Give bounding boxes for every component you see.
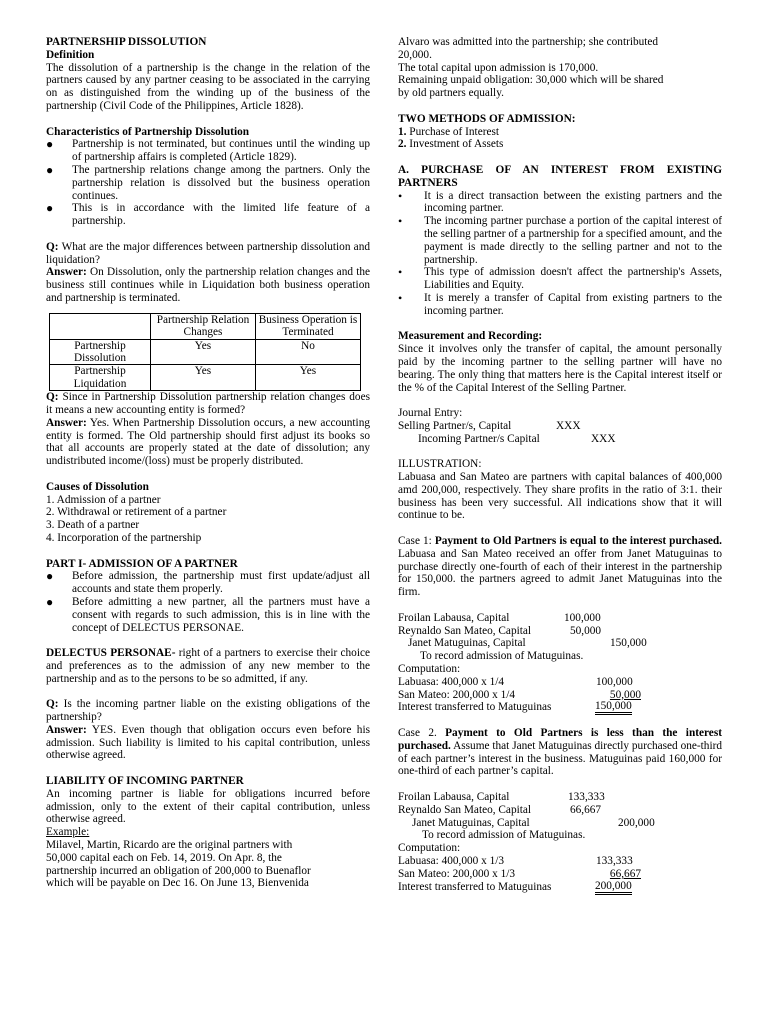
journal-amount: XXX	[591, 432, 616, 445]
case-title: Payment to Old Partners is less than the interest purchased.	[398, 727, 722, 752]
example-line: Milavel, Martin, Ricardo are the original partners with	[46, 839, 293, 852]
characteristic-text: This is in accordance with the limited life feature of a partnership.	[72, 202, 370, 228]
entry-account: Janet Matuguinas, Capital	[408, 637, 526, 650]
example-line: which will be payable on Dec 16. On June 13, Bienvenida	[46, 877, 309, 890]
case1-text	[398, 535, 722, 599]
characteristic-item	[46, 164, 370, 202]
table-cell: Yes	[256, 365, 361, 391]
purchase-bullet-text: This type of admission doesn't affect the partnership's Assets, Liabilities and Equity.	[424, 266, 722, 292]
part1-heading: PART I- ADMISSION OF A PARTNER	[46, 557, 238, 570]
causes-heading: Causes of Dissolution	[46, 480, 149, 493]
entry-amount: 200,000	[618, 816, 655, 829]
entry-amount: 100,000	[564, 611, 601, 624]
computation-amount: 66,667	[609, 867, 641, 880]
case1-entry	[398, 612, 722, 625]
part1-bullet	[46, 570, 370, 596]
entry-account: Reynaldo San Mateo, Capital	[398, 624, 532, 637]
method-text: Investment of Assets	[406, 138, 504, 151]
bullet-icon: •	[398, 265, 403, 280]
entry-account: Froilan Labausa, Capital	[398, 611, 510, 624]
answer-text: On Dissolution, only the partnership relation changes and the business still continues while in Liquidation both business operation and partnership is terminated.	[46, 266, 370, 304]
table-header-cell: Partnership Relation Changes	[151, 313, 256, 339]
computation-label-text: Labuasa: 400,000 x 1/4	[398, 675, 505, 688]
example-line: partnership incurred an obligation of 200,000 to Buenaflor	[46, 864, 311, 877]
answer-1	[46, 266, 370, 304]
characteristic-text: The partnership relations change among the partners. Only the partnership relation is dissolved but the business operation continues.	[72, 163, 370, 202]
entry-account: Reynaldo San Mateo, Capital	[398, 803, 532, 816]
computation-amount: 133,333	[596, 855, 633, 867]
case-prefix: Case 2.	[398, 727, 446, 740]
computation-line	[398, 689, 722, 702]
part1-bullet-text: Before admitting a new partner, all the partners must have a consent with regards to such admission, this is in line with the concept of DELECTUS PERSONAE.	[72, 595, 370, 634]
entry-account: Froilan Labausa, Capital	[398, 791, 510, 804]
characteristic-text: Partnership is not terminated, but continues until the winding up of partnership affairs is completed (Article 1829).	[72, 138, 370, 164]
purchase-bullet	[398, 215, 722, 266]
answer-2	[46, 417, 370, 468]
case2-text	[398, 727, 722, 778]
question-label: Q:	[46, 391, 59, 404]
computation-amount: 150,000	[595, 701, 632, 715]
case2-entry	[398, 804, 722, 817]
bullet-icon: •	[398, 214, 403, 229]
memo-text: To record admission of Matuguinas.	[422, 829, 586, 842]
cause-item: 3. Death of a partner	[46, 519, 140, 532]
computation-label: Computation:	[398, 842, 461, 855]
journal-line	[398, 420, 722, 433]
computation-label-text: Interest transferred to Matuguinas	[398, 880, 552, 893]
left-column	[46, 36, 370, 890]
illustration-text: Labuasa and San Mateo are partners with capital balances of 400,000 amd 200,000, respectively. They share profits in the ratio of 3:1. their business has been very successful. All indications show that it will continue to be.	[398, 471, 722, 522]
case2-entry	[398, 817, 722, 830]
method-item	[398, 138, 722, 151]
table-cell: No	[256, 339, 361, 365]
bullet-icon: ●	[46, 594, 54, 609]
entry-account: Janet Matuguinas, Capital	[412, 816, 530, 829]
cause-item: 1. Admission of a partner	[46, 493, 161, 506]
bullet-icon: ●	[46, 137, 54, 152]
entry-amount: 50,000	[570, 624, 602, 637]
question-1	[46, 241, 370, 267]
continuation-line: by old partners equally.	[398, 87, 504, 100]
measurement-heading: Measurement and Recording:	[398, 330, 543, 343]
comparison-table	[49, 313, 361, 391]
bullet-icon: •	[398, 290, 403, 305]
example-label: Example:	[46, 826, 90, 839]
answer-text: YES. Even though that obligation occurs even before his admission. Such liability is limited to his capital contribution, unless otherwise agreed.	[46, 723, 370, 762]
question-label: Q:	[46, 698, 59, 711]
purchase-heading: A. PURCHASE OF AN INTEREST FROM EXISTING PARTNERS	[398, 163, 722, 189]
table-row	[50, 365, 361, 391]
answer-label: Answer:	[46, 266, 87, 279]
bullet-icon: ●	[46, 569, 54, 584]
part1-bullet	[46, 596, 370, 634]
cause-item: 4. Incorporation of the partnership	[46, 531, 202, 544]
cause-item: 2. Withdrawal or retirement of a partner	[46, 506, 227, 519]
answer-text: Yes. When Partnership Dissolution occurs, a new accounting entity is formed. The Old partnership should first adjust its books so that all accounts are properly stated at the date of dissolution; any undistributed income/(loss) must be properly distributed.	[46, 416, 370, 468]
question-text: Since in Partnership Dissolution partnership relation changes does it means a new accounting entity is formed?	[46, 391, 370, 416]
table-header-row	[50, 313, 361, 339]
part1-bullet-text: Before admission, the partnership must first update/adjust all accounts and state them properly.	[72, 570, 370, 596]
purchase-bullet	[398, 190, 722, 216]
characteristic-item	[46, 202, 370, 228]
question-text: What are the major differences between partnership dissolution and liquidation?	[46, 240, 370, 266]
case1-entry	[398, 625, 722, 638]
question-label: Q:	[46, 240, 59, 253]
definition-text: The dissolution of a partnership is the change in the relation of the partners caused by any partner ceasing to be associated in the carrying on as distinguished from the winding up of the business of the partnership (Civil Code of the Philippines, Article 1828).	[46, 61, 370, 112]
case-body: Labuasa and San Mateo received an offer from Janet Matuguinas to purchase directly one-fourth of each of their interest in the partnership for 150,000. the partners agreed to admit Janet Matuguinas into the firm.	[398, 547, 722, 599]
computation-line	[398, 868, 722, 881]
two-methods-heading: TWO METHODS OF ADMISSION:	[398, 112, 576, 125]
table-cell: Yes	[151, 365, 256, 391]
method-item	[398, 126, 722, 139]
bullet-icon: ●	[46, 201, 54, 216]
bullet-icon: •	[398, 188, 403, 203]
table-cell: Yes	[151, 339, 256, 365]
definition-heading: Definition	[46, 48, 95, 61]
continuation-line: 20,000.	[398, 48, 432, 61]
continuation-line: Alvaro was admitted into the partnership; she contributed	[398, 36, 659, 48]
delectus-text: right of a partners to exercise their choice and preferences as to the admission of any new member to the partnership and as to the persons to be so admitted, if any.	[46, 647, 370, 685]
entry-amount: 66,667	[570, 803, 602, 816]
journal-label: Journal Entry:	[398, 407, 463, 420]
computation-amount: 200,000	[595, 881, 632, 895]
method-text: Purchase of Interest	[406, 125, 500, 138]
delectus-label: DELECTUS PERSONAE-	[46, 647, 176, 660]
case-title: Payment to Old Partners is equal to the interest purchased.	[434, 535, 723, 548]
table-header-cell: Business Operation is Terminated	[256, 313, 361, 339]
question-2	[46, 391, 370, 417]
computation-amount: 100,000	[596, 675, 633, 688]
computation-line	[398, 881, 722, 894]
right-column	[398, 36, 722, 893]
question-text: Is the incoming partner liable on the existing obligations of the partnership?	[46, 698, 370, 724]
purchase-bullet-text: The incoming partner purchase a portion of the capital interest of the selling partner of a partnership for a specified amount, and the payment is made directly to the selling partner and not to the partnership.	[424, 215, 723, 266]
table-row	[50, 339, 361, 365]
measurement-text: Since it involves only the transfer of capital, the amount personally paid by the incoming partner to the selling partner will have no bearing. The only thing that matters here is the Capital interest itself or the % of the Capital Interest of the Selling Partner.	[398, 343, 722, 394]
illustration-label: ILLUSTRATION:	[398, 458, 482, 471]
continuation-line: The total capital upon admission is 170,000.	[398, 61, 599, 74]
answer-label: Answer:	[46, 723, 87, 736]
memo-text: To record admission of Matuguinas.	[420, 650, 584, 663]
purchase-bullet-text: It is a direct transaction between the existing partners and the incoming partner.	[424, 189, 722, 215]
case-body: Assume that Janet Matuguinas directly purchased one-third of each partner’s interest in the business. Matuguinas paid 160,000 for one-third of each partner’s capital.	[398, 739, 722, 778]
table-cell: Partnership Dissolution	[50, 339, 151, 365]
journal-line	[398, 433, 722, 446]
answer-label: Answer:	[46, 416, 87, 429]
continuation-line: Remaining unpaid obligation: 30,000 which will be shared	[398, 74, 664, 87]
case2-memo	[398, 829, 722, 842]
computation-label: Computation:	[398, 663, 461, 676]
delectus-definition	[46, 647, 370, 685]
computation-label-text: Labuasa: 400,000 x 1/3	[398, 855, 505, 867]
purchase-bullet	[398, 266, 722, 292]
journal-account: Selling Partner/s, Capital	[398, 419, 512, 432]
computation-label-text: San Mateo: 200,000 x 1/3	[398, 867, 516, 880]
table-header-cell	[50, 313, 151, 339]
characteristic-item	[46, 138, 370, 164]
method-number: 2.	[398, 138, 407, 151]
entry-amount: 133,333	[568, 791, 605, 804]
example-line: 50,000 capital each on Feb. 14, 2019. On Apr. 8, the	[46, 851, 282, 864]
liability-text: An incoming partner is liable for obligations incurred before admission, only to the extent of their capital contribution, unless otherwise agreed.	[46, 787, 370, 826]
method-number: 1.	[398, 125, 407, 138]
case1-memo	[398, 650, 722, 663]
computation-line	[398, 855, 722, 868]
journal-amount: XXX	[556, 419, 581, 432]
journal-account: Incoming Partner/s Capital	[418, 432, 540, 445]
bullet-icon: ●	[46, 162, 54, 177]
purchase-bullet	[398, 292, 722, 318]
entry-amount: 150,000	[610, 637, 647, 650]
case-prefix: Case 1:	[398, 535, 435, 548]
question-3	[46, 698, 370, 724]
computation-amount: 50,000	[609, 688, 641, 701]
table-cell: Partnership Liquidation	[50, 365, 151, 391]
purchase-bullet-text: It is merely a transfer of Capital from existing partners to the incoming partner.	[424, 291, 722, 317]
case2-entry	[398, 791, 722, 804]
computation-label-text: San Mateo: 200,000 x 1/4	[398, 688, 516, 701]
liability-heading: LIABILITY OF INCOMING PARTNER	[46, 775, 244, 788]
answer-3	[46, 724, 370, 762]
computation-label-text: Interest transferred to Matuguinas	[398, 701, 552, 714]
computation-line	[398, 676, 722, 689]
computation-line	[398, 701, 722, 714]
characteristics-heading: Characteristics of Partnership Dissolution	[46, 125, 250, 138]
page-title: PARTNERSHIP DISSOLUTION	[46, 36, 207, 48]
case1-entry	[398, 637, 722, 650]
